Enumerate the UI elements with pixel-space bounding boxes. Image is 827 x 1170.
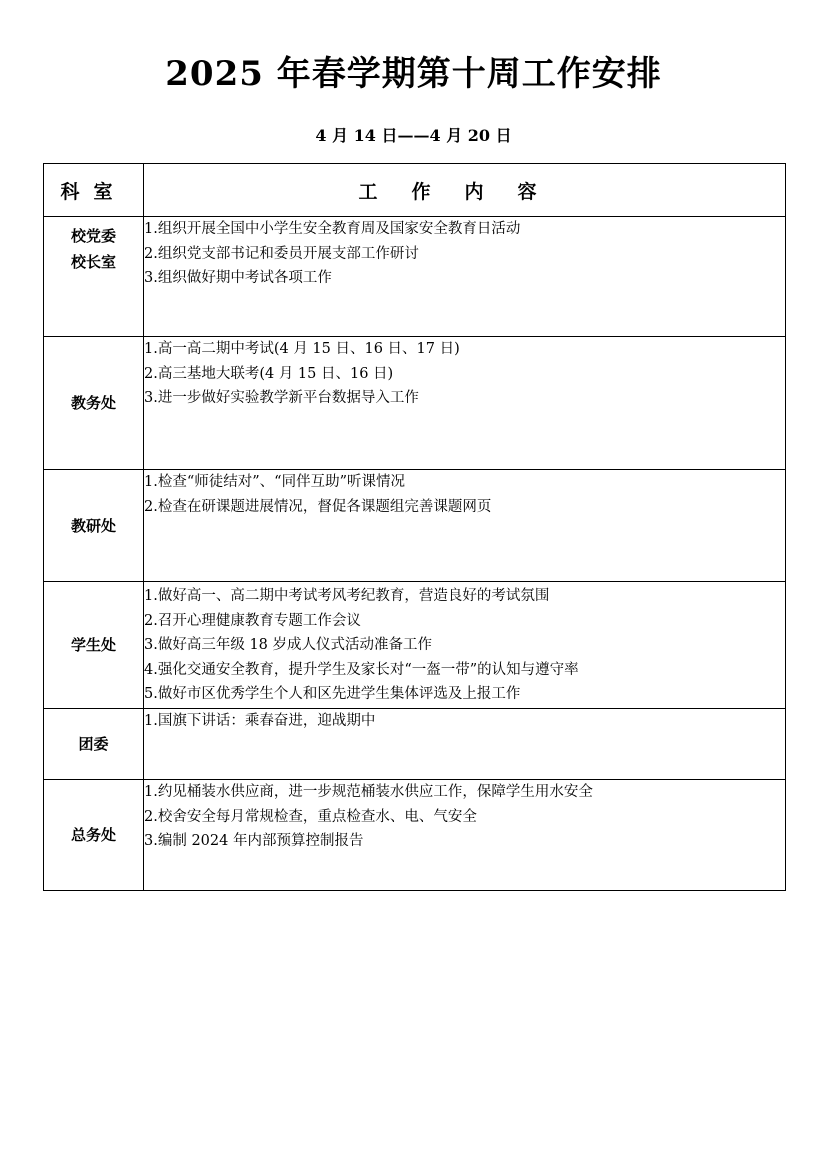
dept-line: 总务处 — [70, 826, 116, 844]
task-item: 2.召开心理健康教育专题工作会议 — [144, 612, 361, 629]
task-item: 1.约见桶装水供应商，进一步规范桶装水供应工作，保障学生用水安全 — [144, 784, 593, 800]
task-item: 3.编制 2024 年内部预算控制报告 — [144, 833, 364, 849]
task-item: 4.强化交通安全教育，提升学生及家长对“一盔一带”的认知与遵守率 — [144, 661, 579, 678]
task-list — [144, 470, 785, 519]
dept-line: 教务处 — [70, 394, 116, 412]
task-item: 3.做好高三年级 18 岁成人仪式活动准备工作 — [144, 637, 433, 653]
task-item: 2.组织党支部书记和委员开展支部工作研讨 — [144, 245, 419, 262]
content-cell — [144, 780, 786, 891]
dept-line: 学生处 — [70, 636, 116, 654]
content-cell — [144, 709, 786, 780]
dept-cell-teaching-research — [44, 470, 144, 582]
task-list — [144, 337, 785, 411]
table-row — [44, 709, 786, 780]
page-title: 2025 年春学期第十周工作安排 — [165, 54, 662, 94]
task-item: 1.组织开展全国中小学生安全教育周及国家安全教育日活动 — [144, 221, 521, 237]
task-item: 1.做好高一、高二期中考试考风考纪教育，营造良好的考试氛围 — [144, 588, 550, 604]
header-content: 工作内容 — [144, 164, 786, 217]
content-cell — [144, 217, 786, 337]
task-item: 1.高一高二期中考试(4 月 15 日、16 日、17 日) — [144, 341, 460, 357]
table-row — [44, 582, 786, 709]
dept-cell-academic-affairs — [44, 337, 144, 470]
task-item: 2.检查在研课题进展情况，督促各课题组完善课题网页 — [144, 498, 492, 515]
dept-line: 团委 — [78, 735, 109, 753]
content-cell — [144, 582, 786, 709]
dept-cell-general-affairs — [44, 780, 144, 891]
task-item: 2.高三基地大联考(4 月 15 日、16 日) — [144, 365, 394, 382]
date-range: 4 月 14 日——4 月 20 日 — [315, 126, 512, 145]
task-item: 1.检查“师徒结对”、“同伴互助”听课情况 — [144, 474, 405, 490]
task-item: 1.国旗下讲话：乘春奋进，迎战期中 — [144, 713, 376, 729]
task-item: 2.校舍安全每月常规检查，重点检查水、电、气安全 — [144, 808, 477, 825]
table-row — [44, 470, 786, 582]
schedule-table — [43, 163, 786, 891]
task-item: 5.做好市区优秀学生个人和区先进学生集体评选及上报工作 — [144, 686, 521, 702]
dept-line: 校党委 — [70, 227, 116, 245]
task-item: 3.组织做好期中考试各项工作 — [144, 270, 332, 286]
task-item: 3.进一步做好实验教学新平台数据导入工作 — [144, 390, 419, 406]
dept-cell-party-committee — [44, 217, 144, 337]
table-row — [44, 217, 786, 337]
task-list — [144, 584, 785, 707]
content-cell — [144, 337, 786, 470]
header-dept: 科室 — [44, 164, 144, 217]
dept-cell-youth-league — [44, 709, 144, 780]
dept-line: 教研处 — [70, 516, 116, 535]
content-cell — [144, 470, 786, 582]
dept-line: 校长室 — [70, 253, 116, 271]
task-list — [144, 709, 785, 734]
task-list — [144, 217, 785, 291]
task-list — [144, 780, 785, 854]
table-row — [44, 780, 786, 891]
table-header-row — [44, 164, 786, 217]
table-row — [44, 337, 786, 470]
dept-cell-student-affairs — [44, 582, 144, 709]
